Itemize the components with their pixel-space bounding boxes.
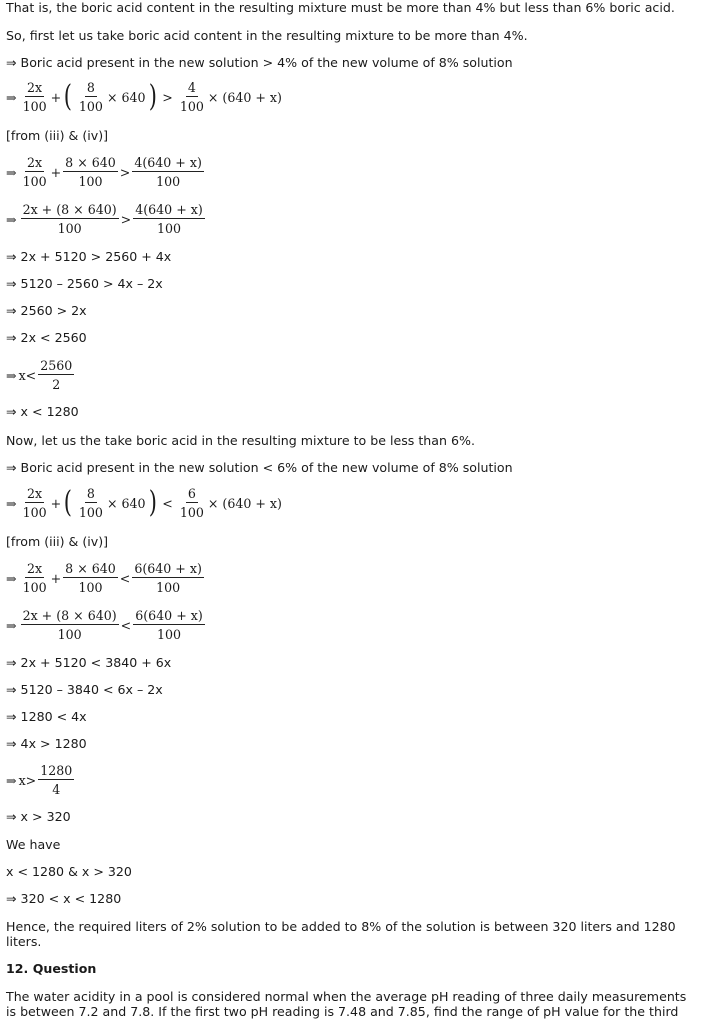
fraction: $\frac{2x + (8 \times 640)}{100}$ [22,202,117,236]
implies-symbol: ⇒ [6,570,17,586]
text-line: ⇒ 4x > 1280 [6,736,87,751]
fraction: $\frac{2x}{100}$ [22,486,47,520]
fraction: $\frac{2x}{100}$ [22,561,47,595]
question-title: 12. Question [6,961,97,976]
text-line: ⇒ 1280 < 4x [6,709,87,724]
text-line: So, first let us take boric acid content in the resulting mixture to be more than 4%. [6,28,528,43]
fraction: $\frac{8 \times 640}{100}$ [65,561,116,595]
fraction: $\frac{4(640 + x)}{100}$ [134,155,202,189]
fraction: $\frac{2x + (8 \times 640)}{100}$ [22,608,117,642]
fraction: $\frac{8}{100}$ [78,486,103,520]
text-line: ⇒ 5120 – 2560 > 4x – 2x [6,276,163,291]
fraction: $\frac{2x}{100}$ [22,80,47,114]
equation-row: ⇒ $\frac{2x}{100}$ + $\frac{8 \times 640}{100}$ < $\frac{6(640 + x)}{100}$ [6,561,202,595]
question-text: The water acidity in a pool is considered normal when the average pH reading of three daily measurements is between 7.2 and 7.8. If the first two pH reading is 7.48 and 7.85, find the range of pH value for the third [6,989,687,1019]
text-line: ⇒ 2x + 5120 < 3840 + 6x [6,655,172,670]
implies-symbol: ⇒ [6,211,17,227]
fraction: $\frac{6(640 + x)}{100}$ [135,608,203,642]
equation-row: ⇒ x > $\frac{1280}{4}$ [6,763,73,797]
implies-symbol: ⇒ [6,164,17,180]
fraction: $\frac{2560}{2}$ [40,358,73,392]
fraction: $\frac{4(640 + x)}{100}$ [135,202,203,236]
implies-symbol: ⇒ [6,772,17,788]
equation-row: ⇒ $\frac{2x + (8 \times 640)}{100}$ > $\frac{4(640 + x)}{100}$ [6,202,203,236]
fraction: $\frac{8}{100}$ [78,80,103,114]
text-line: ⇒ x < 1280 [6,404,79,419]
fraction: $\frac{8 \times 640}{100}$ [65,155,116,189]
text-line: Now, let us the take boric acid in the resulting mixture to be less than 6%. [6,433,475,448]
text-line: ⇒ Boric acid present in the new solution < 6% of the new volume of 8% solution [6,460,513,475]
implies-symbol: ⇒ [6,617,17,633]
equation-row: ⇒ $\frac{2x + (8 \times 640)}{100}$ < $\frac{6(640 + x)}{100}$ [6,608,203,642]
conclusion-paragraph: Hence, the required liters of 2% solution to be added to 8% of the solution is between 320 liters and 1280 liters. [6,919,676,949]
text-line: ⇒ 320 < x < 1280 [6,891,122,906]
equation-row: ⇒ $\frac{2x}{100}$ + ( $\frac{8}{100}$ × 640 ) > $\frac{4}{100}$ × (640 + x) [6,79,282,114]
text-line: We have [6,837,61,852]
text-line: [from (iii) & (iv)] [6,534,109,549]
equation-row: ⇒ $\frac{2x}{100}$ + ( $\frac{8}{100}$ × 640 ) < $\frac{6}{100}$ × (640 + x) [6,485,282,520]
text-line: ⇒ Boric acid present in the new solution > 4% of the new volume of 8% solution [6,55,513,70]
fraction: $\frac{2x}{100}$ [22,155,47,189]
fraction: $\frac{6}{100}$ [179,486,204,520]
implies-symbol: ⇒ [6,89,17,105]
equation-row: ⇒ x < $\frac{2560}{2}$ [6,358,73,392]
fraction: $\frac{6(640 + x)}{100}$ [134,561,202,595]
text-line: ⇒ 2560 > 2x [6,303,87,318]
text-line: ⇒ x > 320 [6,809,71,824]
text-line: ⇒ 2x < 2560 [6,330,87,345]
text-line: x < 1280 & x > 320 [6,864,132,879]
implies-symbol: ⇒ [6,495,17,511]
implies-symbol: ⇒ [6,367,17,383]
equation-row: ⇒ $\frac{2x}{100}$ + $\frac{8 \times 640}{100}$ > $\frac{4(640 + x)}{100}$ [6,155,202,189]
text-line: ⇒ 2x + 5120 > 2560 + 4x [6,249,172,264]
text-line: ⇒ 5120 – 3840 < 6x – 2x [6,682,163,697]
fraction: $\frac{4}{100}$ [179,80,204,114]
fraction: $\frac{1280}{4}$ [40,763,73,797]
text-line: That is, the boric acid content in the resulting mixture must be more than 4% but less than 6% boric acid. [6,0,675,15]
text-line: [from (iii) & (iv)] [6,128,109,143]
